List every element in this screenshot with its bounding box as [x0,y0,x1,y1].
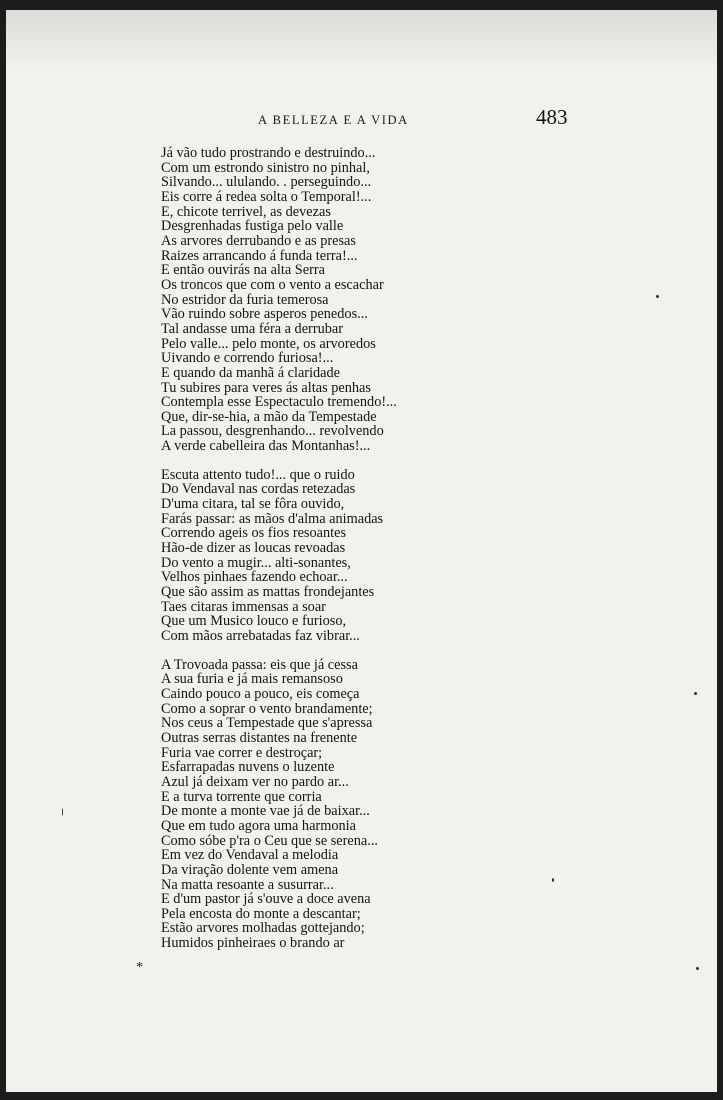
poem-line: Pela encosta do monte a descantar; [161,905,361,922]
poem-line: Da viração dolente vem amena [161,861,339,878]
poem-line: Escuta attento tudo!... que o ruido [161,466,355,483]
poem-line: Já vão tudo prostrando e destruindo... [161,145,376,161]
poem-line: Estão arvores molhadas gottejando; [161,920,365,937]
stanza-3 [161,658,481,951]
page-header [6,105,717,135]
poem-line: No estridor da furia temerosa [161,291,329,308]
poem-line: Do Vendaval nas cordas retezadas [161,481,356,498]
poem-line: Os troncos que com o vento a escachar [161,276,384,293]
poem-line: E então ouvirás na alta Serra [161,262,325,279]
scan-shadow [6,10,717,70]
poem-line: Taes citaras immensas a soar [161,598,326,615]
poem-line: Tal andasse uma féra a derrubar [161,320,343,337]
poem-line: A verde cabelleira das Montanhas!... [161,438,371,455]
poem-line: D'uma citara, tal se fôra ouvido, [161,496,345,513]
stanza-2 [161,468,481,644]
poem-line: Em vez do Vendaval a melodia [161,847,339,864]
poem-line: De monte a monte vae já de baixar... [161,803,370,820]
poem-line: Hão-de dizer as loucas revoadas [161,540,346,557]
poem-line: Esfarrapadas nuvens o luzente [161,759,335,776]
stanza-1 [161,146,481,454]
poem-line: Como sóbe p'ra o Ceu que se serena... [161,832,378,849]
poem-line: Uivando e correndo furiosa!... [161,350,334,367]
poem-line: Eis corre á redea solta o Temporal!... [161,188,372,205]
poem-line: Farás passar: as mãos d'alma animadas [161,510,384,527]
poem-line: La passou, desgrenhando... revolvendo [161,423,384,440]
poem-line: Que, dir-se-hia, a mão da Tempestade [161,408,377,425]
poem-line: Outras serras distantes na frenente [161,729,358,746]
poem-line: Que são assim as mattas frondejantes [161,584,375,601]
poem-line: Que em tudo agora uma harmonia [161,817,356,834]
poem-line: E a turva torrente que corria [161,788,322,805]
poem-line: Tu subires para veres ás altas penhas [161,379,371,396]
poem-line: Furia vae correr e destroçar; [161,744,323,761]
poem-line: Com mãos arrebatadas faz vibrar... [161,628,360,644]
print-speck [656,295,659,298]
page-number: 483 [536,105,568,129]
poem-line: Com um estrondo sinistro no pinhal, [161,159,370,176]
poem-line: As arvores derrubando e as presas [161,232,356,249]
poem-line: Nos ceus a Tempestade que s'apressa [161,715,373,732]
poem-line: Azul já deixam ver no pardo ar... [161,773,349,790]
poem-line: Humidos pinheiraes o brando ar [161,935,345,952]
poem-line: E, chicote terrivel, as devezas [161,203,331,220]
poem-line: Vão ruindo sobre asperos penedos... [161,306,368,323]
print-speck [552,878,554,882]
poem-line: Contempla esse Espectaculo tremendo!... [161,394,397,411]
poem-line: E quando da manhã á claridade [161,364,341,381]
poem-line: Na matta resoante a susurrar... [161,876,334,893]
poem-body [161,146,481,965]
poem-line: A Trovoada passa: eis que já cessa [161,656,358,673]
poem-line: E d'um pastor já s'ouve a doce avena [161,891,371,908]
poem-line: Do vento a mugir... alti-sonantes, [161,554,351,571]
poem-line: Caindo pouco a pouco, eis começa [161,685,360,702]
print-speck [62,808,63,816]
poem-line: Que um Musico louco e furioso, [161,613,347,630]
poem-line: Silvando... ululando. . perseguindo... [161,174,372,191]
poem-line: Raizes arrancando á funda terra!... [161,247,358,264]
poem-line: Pelo valle... pelo monte, os arvoredos [161,335,376,352]
running-title: A BELLEZA E A VIDA [258,113,409,127]
footer-mark: * [136,960,143,975]
book-page [6,10,717,1092]
print-speck [694,692,697,695]
poem-line: A sua furia e já mais remansoso [161,671,343,688]
poem-line: Como a soprar o vento brandamente; [161,700,373,717]
poem-line: Correndo ageis os fios resoantes [161,525,347,542]
poem-line: Velhos pinhaes fazendo echoar... [161,569,348,586]
print-speck [696,967,699,970]
poem-line: Desgrenhadas fustiga pelo valle [161,218,344,235]
